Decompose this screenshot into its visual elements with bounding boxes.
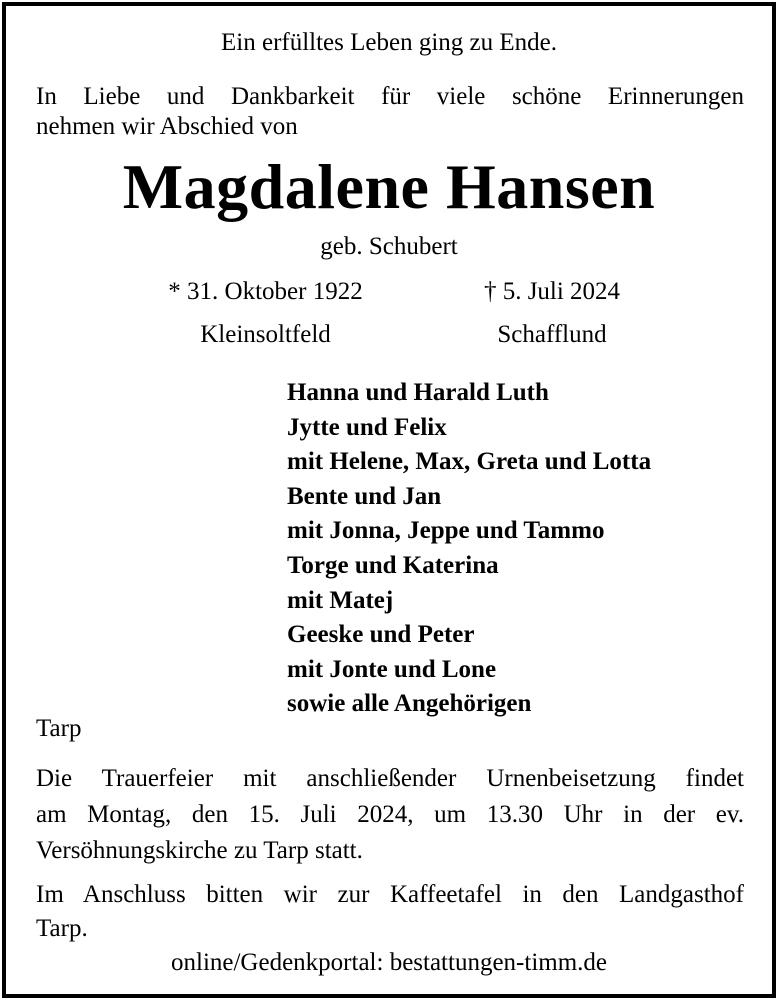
birth-place: Kleinsoltfeld [200,321,331,348]
place-text: Tarp [36,715,82,742]
mourner-line: mit Helene, Max, Greta und Lotta [287,448,652,476]
farewell-text-line-2: nehmen wir Abschied von [36,113,298,140]
maiden-name: geb. Schubert [320,233,458,260]
mourner-line: mit Jonna, Jeppe und Tammo [287,517,605,545]
mourner-line: Bente und Jan [287,482,442,510]
mourner-line: Torge und Katerina [287,551,499,579]
portal-text: online/Gedenkportal: bestattungen-timm.de [171,949,607,976]
intro-text: Ein erfülltes Leben ging zu Ende. [221,29,557,56]
mourner-line: sowie alle Angehörigen [287,690,532,718]
farewell-text-line-1: In Liebe und Dankbarkeit für viele schöne Erinnerungen [36,83,744,110]
mourners-list [287,376,651,722]
reception-text-line-1: Im Anschluss bitten wir zur Kaffeetafel in den Landgasthof [36,881,744,908]
deceased-name: Magdalene Hansen [122,151,656,222]
service-text-line-3: Versöhnungskirche zu Tarp statt. [36,837,363,864]
mourner-line: Geeske und Peter [287,621,475,649]
death-date: † 5. Juli 2024 [483,278,621,305]
birth-date: * 31. Oktober 1922 [168,278,363,305]
mourner-line: mit Jonte und Lone [287,655,497,683]
service-text-line-1: Die Trauerfeier mit anschließender Urnenbeisetzung findet [36,765,744,792]
service-text-line-2: am Montag, den 15. Juli 2024, um 13.30 Uhr in der ev. [36,801,744,828]
death-place: Schafflund [497,321,607,348]
mourner-line: Jytte und Felix [287,413,447,441]
reception-text-line-2: Tarp. [36,915,88,942]
mourner-line: Hanna und Harald Luth [287,379,549,406]
mourner-line: mit Matej [287,586,394,614]
